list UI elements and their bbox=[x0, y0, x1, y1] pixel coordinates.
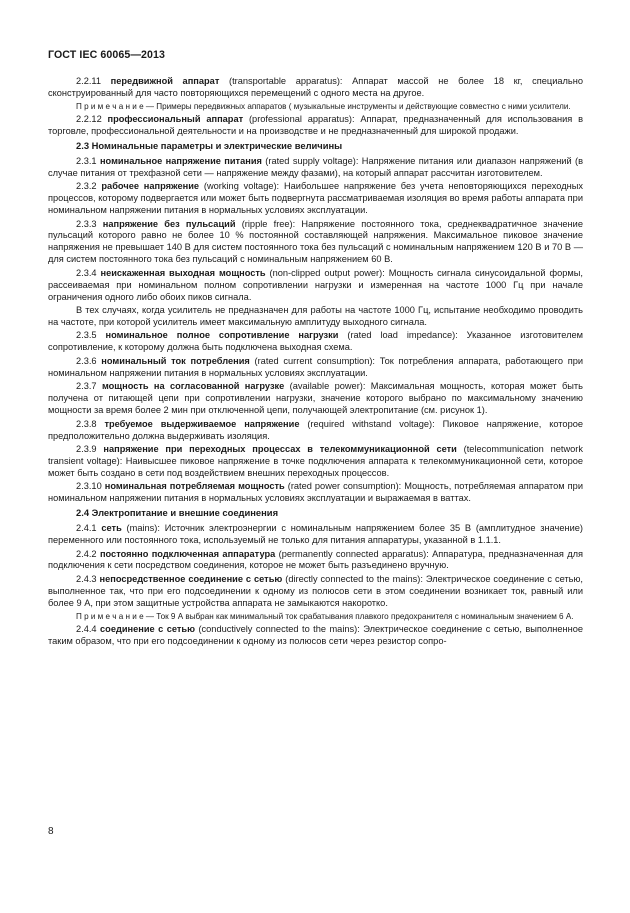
definition-paragraph bbox=[48, 624, 583, 648]
definition-text: (required withstand voltage): Пиковое напряжение, которое предположительно должна выдерживать изоляция. bbox=[48, 418, 584, 441]
term: мощность на согласованной нагрузке bbox=[101, 381, 285, 392]
definition-paragraph bbox=[48, 356, 583, 380]
page-number: 8 bbox=[48, 826, 54, 837]
definition-text: (transportable apparatus): Аппарат массой не более 18 кг, специально сконструированный для часто повторяющихся перемещений с одного места на другое. bbox=[48, 76, 583, 98]
definition-text: (working voltage): Наибольшее напряжение без учета неповторяющихся переходных процессов, которому подвергается или может быть подвергнута рассматриваемая изоляция во время работы аппарата при номинальном напряжении питания в нормальных условиях эксплуатации. bbox=[48, 181, 583, 216]
definition-paragraph bbox=[48, 481, 583, 505]
term: профессиональный аппарат bbox=[107, 114, 244, 124]
definition-paragraph bbox=[48, 574, 583, 610]
definition-text: (rated current consumption): Ток потребления аппарата, работающего при номинальном напряжении питания в нормальных условиях эксплуатации. bbox=[48, 355, 584, 378]
clause-number: 2.2.11 bbox=[76, 76, 102, 86]
term: требуемое выдерживаемое напряжение bbox=[104, 418, 300, 429]
term: номинальное полное сопротивление нагрузки bbox=[105, 330, 339, 341]
term: номинальное напряжение питания bbox=[99, 155, 262, 166]
definition-paragraph bbox=[48, 219, 583, 267]
term: неискаженная выходная мощность bbox=[100, 267, 266, 278]
definition-text: В тех случаях, когда усилитель не предназначен для работы на частоте 1000 Гц, испытание необходимо проводить на частоте, при которой усилитель имеет максимальную амплитуду выходного сигнала. bbox=[48, 305, 583, 327]
clause-number: 2.3.9 bbox=[76, 444, 97, 454]
section-heading: 2.4 Электропитание и внешние соединения bbox=[76, 507, 279, 519]
clause-number: 2.3.10 bbox=[76, 481, 102, 492]
clause-number: 2.3.7 bbox=[76, 381, 97, 392]
term: напряжение при переходных процессах в телекоммуникационной сети bbox=[103, 444, 457, 454]
term: номинальный ток потребления bbox=[101, 355, 250, 366]
definition-text: (rated load impedance): Указанное изготовителем сопротивление, к которому должна быть подключена выходная схема. bbox=[48, 330, 583, 353]
definition-paragraph bbox=[48, 76, 583, 100]
term: постоянно подключенная аппаратура bbox=[99, 548, 276, 559]
clause-number: 2.3.5 bbox=[76, 330, 97, 341]
clause-number: 2.3.3 bbox=[76, 218, 97, 229]
definition-text: (available power): Максимальная мощность, которая может быть получена от питающей цепи при сопротивлении нагрузки, значение которого выбрано по максимальному значению мощности за время более 2 мин при отключенной цепи, получающей электропитание (см. рисунок 1). bbox=[48, 381, 583, 416]
term: непосредственное соединение с сетью bbox=[99, 573, 283, 584]
definition-text: (telecommunication network transient voltage): Наивысшее пиковое напряжение в точке подключения аппарата к телекоммуникационной сети, которое может быть создано в сети под воздействием внешних переходных процессов. bbox=[48, 444, 583, 478]
clause-number: 2.3.2 bbox=[76, 181, 97, 192]
definition-text: (professional apparatus): Аппарат, предназначенный для использования в торговле, профессиональной деятельности и на производстве и не предназначенный для широкой продажи. bbox=[48, 114, 583, 136]
note-paragraph bbox=[48, 101, 583, 112]
clause-number: 2.3.1 bbox=[76, 155, 97, 166]
note-label: П р и м е ч а н и е bbox=[76, 102, 144, 112]
clause-number: 2.2.12 bbox=[76, 114, 102, 124]
note-paragraph bbox=[48, 611, 583, 622]
term: сеть bbox=[101, 523, 122, 534]
term: передвижной аппарат bbox=[110, 76, 220, 86]
term: номинальная потребляемая мощность bbox=[104, 481, 285, 492]
definition-paragraph bbox=[48, 549, 583, 573]
definition-text: (non-clipped output power): Мощность сигнала синусоидальной формы, рассеиваемая при номинальном полном сопротивлении нагрузки и измеренная на частоте 1000 Гц при начале ограничения одного либо обоих пиков сигнала. bbox=[48, 267, 583, 302]
definition-text: (conductively connected to the mains): Электрическое соединение с сетью, выполненное таким образом, что при его подсоединении к одному из полюсов сети через резистор сопро- bbox=[48, 623, 583, 646]
term: напряжение без пульсаций bbox=[102, 218, 236, 229]
definition-paragraph bbox=[48, 330, 583, 354]
clause-number: 2.4.2 bbox=[76, 548, 97, 559]
definition-paragraph bbox=[48, 381, 583, 417]
definition-text: (rated supply voltage): Напряжение питания или диапазон напряжений (в случае питания от трехфазной сети — напряжение между фазами), на который аппарат рассчитан изготовителем. bbox=[48, 155, 584, 178]
definition-text: (directly connected to the mains): Электрическое соединение с сетью, выполненное так, что при его подсоединении к одному из полюсов сети в этом соединении возникает ток, равный или более 9 А, при этом защитные устройства аппарата не замыкаются накоротко. bbox=[48, 573, 584, 608]
definition-paragraph bbox=[48, 114, 583, 138]
term: соединение с сетью bbox=[100, 623, 195, 634]
definition-text: (ripple free): Напряжение постоянного тока, среднеквадратичное значение пульсаций которого равно не более 10 % постоянной составляющей напряжения. Максимальное пиковое значение напряжения не превышает 140 В для систем постоянного тока без пульсаций с номинальным напряжением 120 В и 70 В — для систем постоянного тока без пульсаций с номинальным напряжением 60 В. bbox=[48, 218, 583, 265]
clause-number: 2.3.6 bbox=[76, 355, 97, 366]
clause-number: 2.4.3 bbox=[76, 573, 97, 584]
definition-paragraph bbox=[48, 523, 583, 547]
definition-paragraph bbox=[48, 181, 583, 217]
clause-number: 2.3.4 bbox=[76, 267, 97, 278]
definition-paragraph bbox=[48, 305, 583, 329]
definition-text: (mains): Источник электроэнергии с номинальным напряжением более 35 В (амплитудное значение) переменного или постоянного тока, используемый не только для питания аппаратуры, указанной в 1.1.1. bbox=[48, 523, 583, 546]
document-header: ГОСТ IEC 60065—2013 bbox=[48, 49, 166, 61]
definition-paragraph bbox=[48, 268, 583, 304]
clause-number: 2.4.4 bbox=[76, 623, 97, 634]
definition-text: (rated power consumption): Мощность, потребляемая аппаратом при номинальном напряжении питания в нормальных условиях эксплуатации и выражаемая в ваттах. bbox=[48, 481, 583, 504]
note-text: — Ток 9 А выбран как минимальный ток срабатывания плавкого предохранителя с номинальным значением 6 А. bbox=[143, 612, 574, 622]
definition-text: (permanently connected apparatus): Аппаратура, предназначенная для подключения к сети посредством соединения, которое не может быть разъединено вручную. bbox=[48, 548, 583, 571]
note-label: П р и м е ч а н и е bbox=[76, 612, 144, 622]
definition-paragraph bbox=[48, 419, 583, 443]
definition-paragraph bbox=[48, 444, 583, 480]
clause-number: 2.3.8 bbox=[76, 418, 97, 429]
document-body bbox=[48, 76, 583, 649]
clause-number: 2.4.1 bbox=[76, 523, 97, 534]
section-heading: 2.3 Номинальные параметры и электрические величины bbox=[76, 139, 343, 151]
note-text: — Примеры передвижных аппаратов ( музыкальные инструменты и действующие совместно с ними усилители. bbox=[143, 102, 571, 112]
term: рабочее напряжение bbox=[101, 181, 200, 192]
definition-paragraph bbox=[48, 156, 583, 180]
